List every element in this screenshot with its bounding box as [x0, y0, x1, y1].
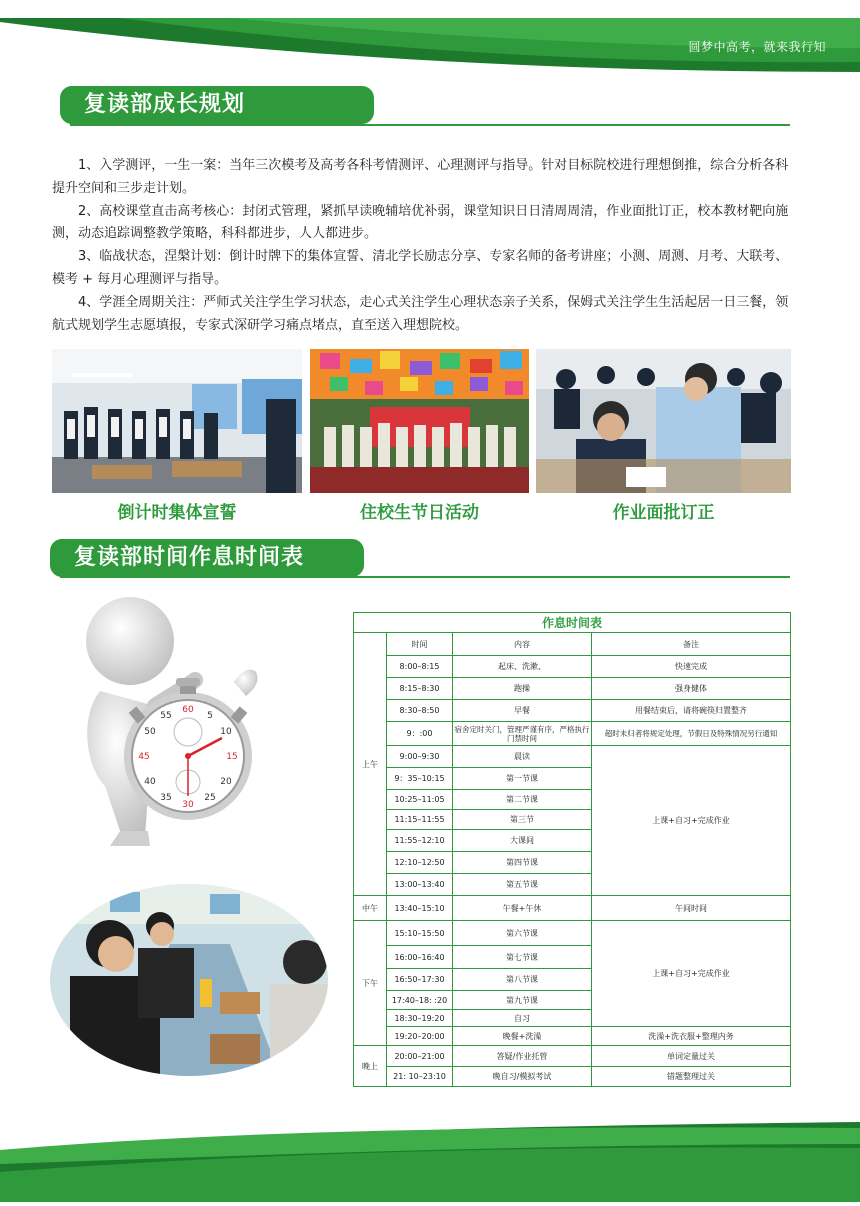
- header-slogan: 圆梦中高考，就来我行知: [688, 40, 826, 54]
- stopwatch-figure-illustration: [60, 596, 290, 856]
- period-afternoon: 下午: [354, 921, 387, 1046]
- period-noon: 中午: [354, 896, 387, 921]
- row-time: 16:50–17:30: [387, 969, 453, 991]
- row-time: 9:00–9:30: [387, 746, 453, 768]
- header-content: 内容: [453, 633, 592, 656]
- stopwatch-number-35: 35: [160, 793, 172, 803]
- paragraph-1: 1、入学测评，一生一案：当年三次模考及高考各科考情测评、心理测评与指导。针对目标院校进行理想倒推，综合分析各科提升空间和三步走计划。: [52, 158, 789, 196]
- footer-wave-graphic: [0, 1120, 860, 1202]
- stopwatch-number-5: 5: [207, 711, 213, 721]
- row-content: 午餐+午休: [453, 896, 592, 921]
- stopwatch-number-50: 50: [144, 727, 156, 737]
- row-content: 第五节课: [453, 874, 592, 896]
- row-time: 8:30–8:50: [387, 700, 453, 722]
- period-evening: 晚上: [354, 1046, 387, 1087]
- stopwatch-number-60: 60: [182, 705, 194, 715]
- photo-festival-activity: [310, 349, 529, 493]
- row-note: 上课+自习+完成作业: [592, 921, 791, 1027]
- row-note: 用餐结束后，请将碗筷归置整齐: [592, 700, 791, 722]
- stopwatch-number-40: 40: [144, 777, 156, 787]
- stopwatch-number-10: 10: [220, 727, 232, 737]
- row-content: 第二节课: [453, 790, 592, 810]
- row-time: 9：35–10:15: [387, 768, 453, 790]
- row-content: 晚餐+洗澡: [453, 1027, 592, 1046]
- growth-plan-text: [52, 155, 792, 337]
- row-time: 18:30–19:20: [387, 1010, 453, 1027]
- stopwatch-number-45: 45: [138, 752, 150, 762]
- row-time: 12:10–12:50: [387, 852, 453, 874]
- row-time: 13:40–15:10: [387, 896, 453, 921]
- row-time: 17:40–18: :20: [387, 991, 453, 1010]
- row-note: 单词定量过关: [592, 1046, 791, 1067]
- stopwatch-number-30: 30: [182, 800, 194, 810]
- row-content: 第七节课: [453, 946, 592, 969]
- row-content: 宿舍定时关门，管理严谨有序，严格执行门禁时间: [453, 722, 592, 746]
- row-time: 11:15–11:55: [387, 810, 453, 830]
- row-content: 第一节课: [453, 768, 592, 790]
- row-content: 第四节课: [453, 852, 592, 874]
- row-time: 15:10–15:50: [387, 921, 453, 946]
- paragraph-2: 2、高校课堂直击高考核心：封闭式管理，紧抓早读晚辅培优补弱，课堂知识日日清周周清，作业面批订正，校本教材靶向施测，动态追踪调整教学策略，科科都进步，人人都进步。: [52, 203, 789, 242]
- section-title-schedule: 复读部时间作息时间表: [60, 539, 364, 577]
- row-content: 第八节课: [453, 969, 592, 991]
- row-content: 答疑/作业托管: [453, 1046, 592, 1067]
- paragraph-4: 4、学涯全周期关注：严师式关注学生学习状态，走心式关注学生心理状态亲子关系，保姆式关注学生生活起居一日三餐，领航式规划学生志愿填报，专家式深研学习痛点堵点，直至送入理想院校。: [52, 294, 789, 333]
- stopwatch-number-20: 20: [220, 777, 232, 787]
- row-content: 晨读: [453, 746, 592, 768]
- paragraph-3: 3、临战状态，涅槃计划：倒计时牌下的集体宣誓、清北学长励志分享、专家名师的备考讲座；小测、周测、月考、大联考、模考 + 每月心理测评与指导。: [52, 249, 789, 287]
- photo-cafeteria-meal: [50, 884, 328, 1076]
- row-note: 洗澡+洗衣服+整理内务: [592, 1027, 791, 1046]
- footer-band: [0, 1120, 860, 1202]
- stopwatch-number-55: 55: [160, 711, 172, 721]
- row-content: 大课间: [453, 830, 592, 852]
- section-title-growth-plan: 复读部成长规划: [70, 86, 374, 124]
- row-content: 自习: [453, 1010, 592, 1027]
- section-divider-2: [60, 576, 790, 578]
- row-content: 早餐: [453, 700, 592, 722]
- caption-festival-activity: 住校生节日活动: [360, 503, 479, 523]
- stopwatch-number-25: 25: [204, 793, 216, 803]
- schedule-table-title: 作息时间表: [354, 613, 791, 633]
- photo-classroom-oath: [52, 349, 302, 493]
- row-time: 21: 10–23:10: [387, 1067, 453, 1087]
- stopwatch-number-15: 15: [226, 752, 238, 762]
- caption-homework-correction: 作业面批订正: [612, 503, 715, 523]
- row-content: 第九节课: [453, 991, 592, 1010]
- row-content: 跑操: [453, 678, 592, 700]
- row-time: 11:55–12:10: [387, 830, 453, 852]
- row-content: 起床、洗漱、: [453, 656, 592, 678]
- schedule-table-container: [353, 612, 790, 1090]
- header-time: 时间: [387, 633, 453, 656]
- row-note: 上课+自习+完成作业: [592, 746, 791, 896]
- row-time: 10:25–11:05: [387, 790, 453, 810]
- row-time: 8:00–8:15: [387, 656, 453, 678]
- row-note: 快速完成: [592, 656, 791, 678]
- header-band: [0, 0, 860, 80]
- row-content: 第六节课: [453, 921, 592, 946]
- caption-countdown-oath: 倒计时集体宣誓: [117, 503, 237, 523]
- row-time: 9：:00: [387, 722, 453, 746]
- row-time: 20:00–21:00: [387, 1046, 453, 1067]
- section-divider: [70, 124, 790, 126]
- row-note: 错题整理过关: [592, 1067, 791, 1087]
- row-time: 16:00–16:40: [387, 946, 453, 969]
- photo-homework-correction: [536, 349, 791, 493]
- row-note: 超时未归者将规定处理，节假日及特殊情况另行通知: [592, 722, 791, 746]
- row-time: 13:00–13:40: [387, 874, 453, 896]
- row-time: 19:20–20:00: [387, 1027, 453, 1046]
- row-time: 8:15–8:30: [387, 678, 453, 700]
- row-content: 第三节: [453, 810, 592, 830]
- header-note: 备注: [592, 633, 791, 656]
- row-content: 晚自习/模拟考试: [453, 1067, 592, 1087]
- row-note: 午间时间: [592, 896, 791, 921]
- row-note: 强身健体: [592, 678, 791, 700]
- period-morning: 上午: [354, 633, 387, 896]
- schedule-table: [353, 612, 791, 1087]
